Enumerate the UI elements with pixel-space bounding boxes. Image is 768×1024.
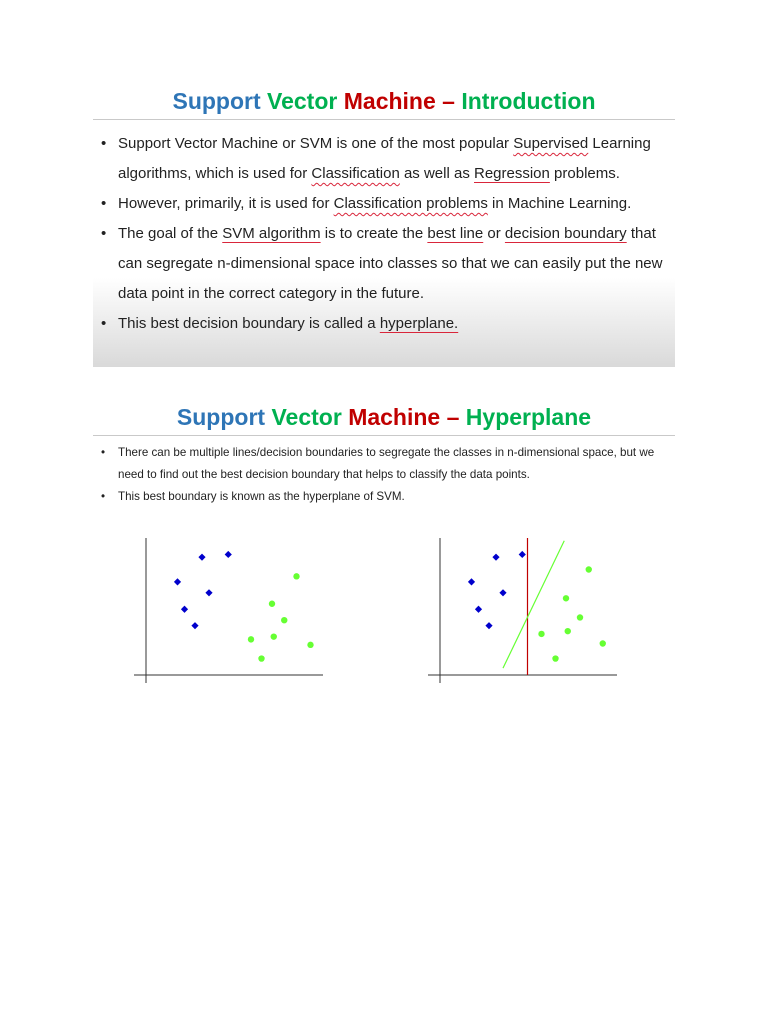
class-b-point [577,614,583,620]
scatter-plot-hyperplane [425,530,625,690]
class-b-point [586,566,592,572]
class-a-point [468,578,475,585]
class-a-point [198,554,205,561]
class-a-point [475,606,482,613]
class-a-point [499,589,506,596]
slide-introduction [93,78,675,367]
bullet-text: in Machine Learning. [487,195,632,212]
title-support: Support [172,88,261,114]
class-b-point [281,617,287,623]
class-b-point [565,628,571,634]
class-b-point [258,655,264,661]
highlight-regression: Regression [474,165,550,182]
title-support: Support [176,404,266,430]
highlight-hyperplane: hyperplane. [379,315,459,332]
class-a-point [191,622,198,629]
bullet-text: This best decision boundary is called a [118,315,380,332]
class-b-point [538,631,544,637]
highlight-supervised: Supervised [513,135,589,152]
highlight-classification: Classification [311,165,400,182]
class-b-point [269,601,275,607]
highlight-classification-problems: Classification problems [333,195,488,212]
class-b-point [271,633,277,639]
title-dash: – [442,88,455,114]
title-vector: Vector [271,404,342,430]
highlight-best-line: best line [427,225,484,242]
bullet-text: problems. [549,165,620,182]
bullet-text: that can segregate n-dimensional space into classes so that we can easily put the new data point in the correct category in the future. [118,225,663,302]
title-dash: – [446,404,460,430]
class-a-point [225,551,232,558]
title-divider [93,435,675,436]
class-b-point [293,573,299,579]
class-b-point [600,640,606,646]
bullet-item: • This best boundary is known as the hyperplane of SVM. [93,486,675,508]
bullet-text: as well as [399,165,474,182]
bullet-text: The goal of the [118,225,223,242]
class-a-point [174,578,181,585]
highlight-decision-boundary: decision boundary [504,225,627,242]
class-b-point [552,655,558,661]
bullet-item [93,129,675,189]
decision-boundary-line [503,541,564,668]
bullet-text: However, primarily, it is used for [118,195,334,212]
class-b-point [248,636,254,642]
class-a-point [205,589,212,596]
scatter-plot-unseparated [131,530,331,690]
title-machine: Machine [343,88,436,114]
highlight-svm-algorithm: SVM algorithm [222,225,321,242]
scatter-plot-canvas [131,530,331,690]
title-machine: Machine [348,404,441,430]
slide-hyperplane [93,392,675,689]
class-a-point [485,622,492,629]
bullet-text: or [483,225,505,242]
bullet-list [93,129,675,339]
title-divider [93,119,675,120]
bullet-list [93,442,675,508]
title-topic: Hyperplane [465,404,592,430]
slide-title [93,88,675,115]
scatter-plot-canvas [425,530,625,690]
class-b-point [307,642,313,648]
class-b-point [563,595,569,601]
class-a-point [492,554,499,561]
bullet-item [93,189,675,219]
bullet-item: • There can be multiple lines/decision boundaries to segregate the classes in n-dimensional space, but we need to find out the best decision boundary that helps to classify the data points. [93,442,675,486]
slide-title [93,404,675,431]
title-topic: Introduction [461,88,596,114]
bullet-text: Support Vector Machine or SVM is one of the most popular [118,135,514,152]
bullet-item [93,309,675,339]
title-vector: Vector [267,88,338,114]
bullet-text: is to create the [320,225,428,242]
class-a-point [519,551,526,558]
class-a-point [181,606,188,613]
bullet-text: Learning algorithms, which is used for [118,135,651,182]
bullet-item [93,219,675,309]
